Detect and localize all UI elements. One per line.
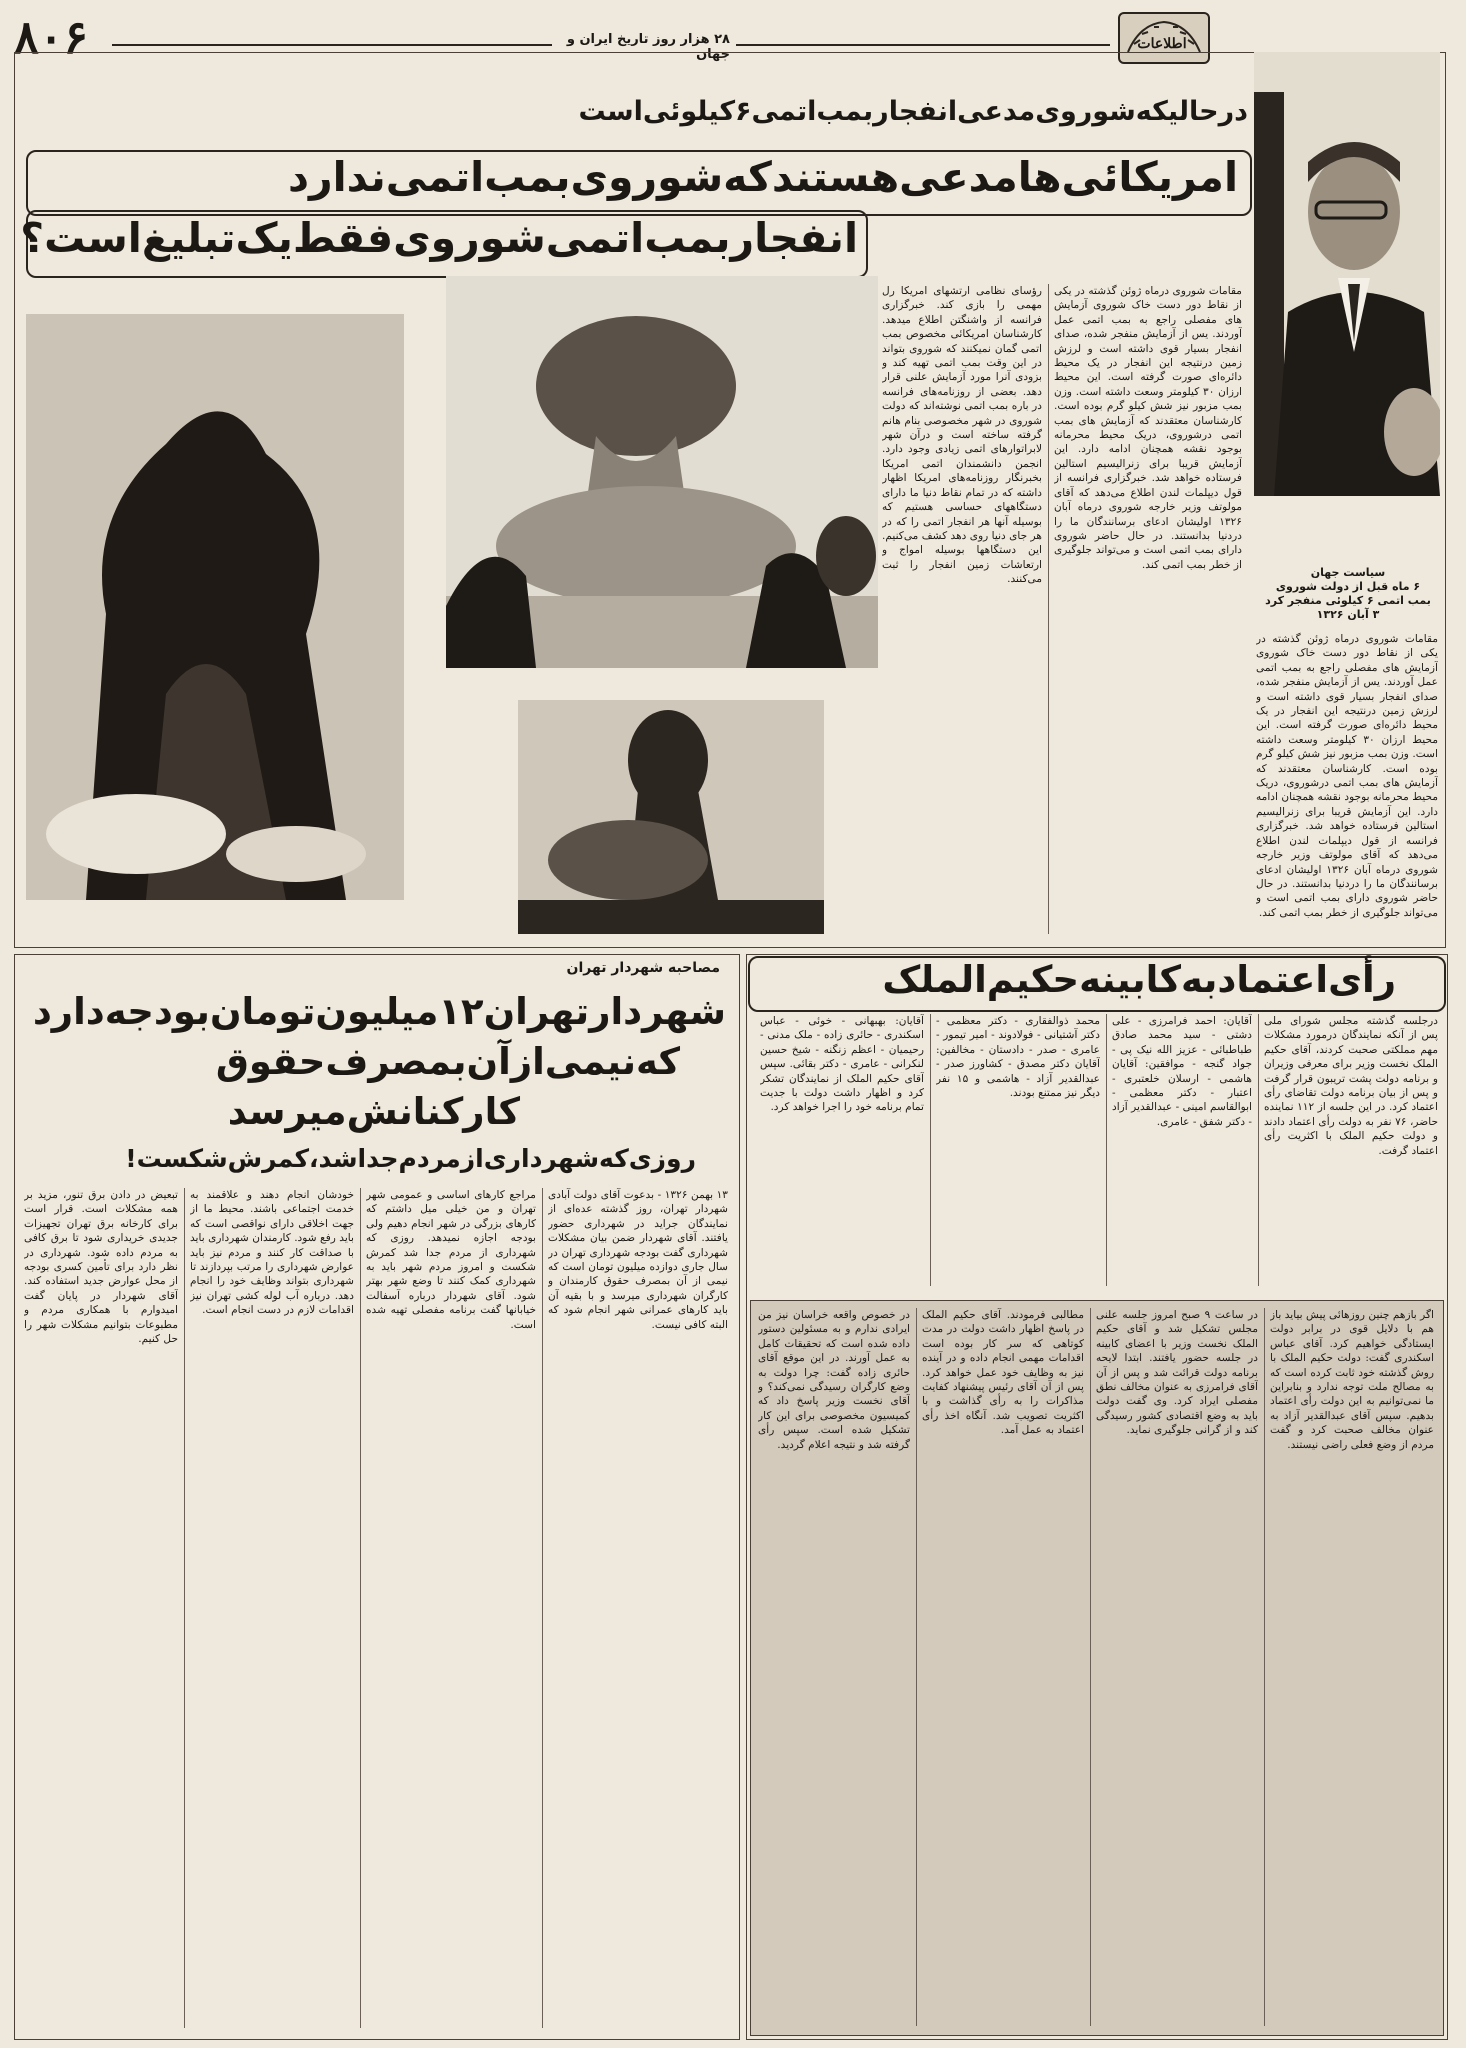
grey-column-2: در ساعت ۹ صبح امروز جلسه علنی مجلس تشکیل شد و آقای حکیم الملک نخست وزیر با اعضای کابینه در جلسه حضور یافتند. ابتدا لایحه برنامه دولت قرائت شد و پس از آن آقای فرامرزی به عنوان مخالف نطق مفصلی ایراد کرد. وی گفت دولت باید به وضع اقتصادی کشور رسیدگی کند و از گرانی جلوگیری نماید. [1096, 1309, 1258, 1437]
mushroom-cloud-icon [446, 276, 878, 668]
masthead-rule-right [736, 44, 1110, 46]
logo-text: اطلاعات [1137, 36, 1187, 52]
page-number: ۸۰۶ [14, 10, 89, 64]
grey-column-3: مطالبی فرمودند. آقای حکیم الملک در پاسخ اظهار داشت دولت در مدت کوتاهی که سر کار بوده است اقدامات مهمی انجام داده و در آینده نیز به وظایف خود عمل خواهد کرد. پس از آن آقای رئیس پیشنهاد کفایت مذاکرات را به رأی گذاشت و با اکثریت تصویب شد. آنگاه اخذ رأی اعتماد به عمل آمد. [922, 1309, 1084, 1437]
cabinet-separator-3 [930, 1014, 931, 1286]
column-separator [1048, 284, 1049, 934]
grey-separator-1 [1264, 1308, 1265, 2026]
fireball-icon [518, 700, 824, 934]
cabinet-column-1: درجلسه گذشته مجلس شورای ملی پس از آنکه نمایندگان درمورد مشکلات مهم مملکتی صحبت کردند، آقای حکیم الملک نخست وزیر برای معرفی وزیران و برنامه دولت پشت تریبون قرار گرفت و پس از بیان برنامه دولت تقاضای رأی اعتماد کرد. در این جلسه از ۱۱۲ نماینده حاضر، ۷۶ نفر به دولت رأی اعتماد دادند و دولت حکیم الملک با اکثریت رأی اعتماد گرفت. [1264, 1015, 1438, 1157]
mayor-column-3: خودشان انجام دهند و علاقمند به خدمت اجتماعی باشند. محیط ما از جهت اخلاقی دارای نواقصی است که باید رفع شود. کارمندان شهرداری باید با صداقت کار کنند و مردم نیز باید عوارض شهرداری را مرتب بپردازند تا شهرداری بتواند وظایف خود را انجام دهد. درباره آب لوله کشی تهران نیز اقدامات لازم در دست انجام است. [190, 1189, 354, 1317]
mayor-subhead: روزی‌که‌شهرداری‌ازمردم‌جداشد،کمرش‌شکست! [125, 1144, 696, 1173]
mayor-separator-2 [360, 1188, 361, 2028]
portrait-caption: سیاست جهان ۶ ماه قبل از دولت شوروی بمب اتمی ۶ کیلوئی منفجر کرد ۳ آبان ۱۳۲۶ [1265, 566, 1431, 621]
mayor-headline3: کارکنانش‌میرسد [227, 1090, 520, 1133]
cabinet-separator-2 [1106, 1014, 1107, 1286]
mayor-headline2: که‌نیمی‌ازآن‌بمصرف‌حقوق [215, 1040, 680, 1083]
grey-separator-2 [1090, 1308, 1091, 2026]
cabinet-column-4: آقایان: بهبهانی - خوئی - عباس اسکندری - حائری زاده - ملک مدنی - رحیمیان - اعظم زنگنه - شیخ حسین لنکرانی - عامری - دکتر بقائی. سپس آقای حکیم الملک از نمایندگان تشکر کرد و اظهار داشت دولت با جدیت تمام برنامه خود را اجرا خواهد کرد. [760, 1015, 924, 1114]
cabinet-column-2: آقایان: احمد فرامرزی - علی دشتی - سید محمد صادق طباطبائی - عزیز الله نیک پی - جواد گنجه - موافقین: آقایان هاشمی - ارسلان خلعتبری - اعتبار - دکتر معظمی - ابوالقاسم امینی - عبدالقدیر آزاد - دکتر شفق - عامری. [1112, 1015, 1252, 1128]
cabinet-headline: رأی‌اعتمادبه‌کابینه‌حکیم‌الملک [882, 958, 1396, 1001]
masthead-rule [112, 44, 552, 46]
mayor-separator-3 [184, 1188, 185, 2028]
grey-column-1: اگر بازهم چنین روزهائی پیش بیاید باز هم با دلایل قوی در برابر دولت ایستادگی خواهیم کرد. آقای عباس اسکندری گفت: دولت حکیم الملک با روش گذشته خود ثابت کرده است که به مصالح ملت توجه ندارد و بنابراین ما نمی‌توانیم به این دولت رأی اعتماد بدهیم. سپس آقای عبدالقدیر آزاد به عنوان مخالف صحبت کرد و گفت مردم از وضع فعلی راضی نیستند. [1270, 1309, 1434, 1451]
portrait-side-text: مقامات شوروی درماه ژوئن گذشته در یکی از نقاط دور دست خاک شوروی آزمایش های مفصلی راجع به بمب اتمی عمل آوردند. یس از آزمایش منفجر شده، صدای انفجار بسیار قوی داشته است و لرزش زمین درنتیجه این انفجار در یک محیط دائره‌ای صورت گرفته است. این محیط ارزان ۳۰ کیلومتر وسعت داشته است. وزن بمب مزبور نیز شش کیلو گرم بوده است. کارشناسان معتقدند که آزمایش های بمب اتمی درشوروی، دریک محیط محرمانه بوجود نقشه همچنان ادامه دارد. این آزمایش قریبا برای زنرالیسیم استالین فرستاده خواهد شد. خبرگزاری فرانسه از قول دیپلمات لندن اطلاع می‌دهد که آقای مولوتف وزیر خارجه شوروی درماه آبان ۱۳۲۶ اولیشان ادعای برسانندگان ما را دردنیا بدانستند. در حال حاضر شوروی دارای بمب اتمی است و می‌تواند جلوگیری از خطر بمب اتمی کند. [1256, 633, 1438, 919]
explosion-photo-large [26, 314, 404, 900]
top-kicker: درحالیکه‌شوروی‌مدعی‌انفجاربمب‌اتمی۶کیلوئی‌است [578, 96, 1248, 127]
cabinet-column-3: محمد ذوالفقاری - دکتر معظمی - دکتر آشتیانی - فولادوند - امیر تیمور - عامری - صدر - دادستان - مخالفین: آقایان دکتر مصدق - کشاورز صدر - عبدالقدیر آزاد - هاشمی و ۱۵ نفر دیگر نیز ممتنع بودند. [936, 1015, 1100, 1100]
mushroom-cloud-photo [446, 276, 878, 668]
grey-column-4: در خصوص واقعه خراسان نیز من ایرادی ندارم و به مسئولین دستور داده شده است که تحقیقات کامل به عمل آورند. در این موقع آقای حائری زاده گفت: چرا دولت به وضع کارگران رسیدگی نمی‌کند؟ و آقای نخست وزیر پاسخ داد که کمیسیون مخصوصی برای این کار تشکیل شده است. سپس رأی گرفته شد و نتیجه اعلام گردید. [758, 1309, 910, 1451]
cabinet-separator-1 [1258, 1014, 1259, 1286]
mayor-kicker: مصاحبه شهردار تهران [566, 960, 720, 976]
mayor-separator-1 [542, 1188, 543, 2028]
top-headline2: انفجاربمب‌اتمی‌شوروی‌فقط‌یک‌تبلیغ‌است؟ [20, 214, 858, 262]
portrait-photo [1254, 52, 1440, 496]
top-story-column-left: رؤسای نظامی ارتشهای امریکا رل مهمی را بازی کند. خبرگزاری فرانسه از واشنگتن اطلاع میدهد. کارشناسان امریکائی مخصوص بمب اتمی گمان نمیکنند که شوروی بتواند در این وقت بمب اتمی تهیه کند و بزودی آنرا مورد آزمایش علنی قرار دهد. بعضی از روزنامه‌های فرانسه در باره بمب اتمی نوشته‌اند که دولت شوروی در شهر مخصوصی بنام هانم گرفته ساخته است و درآن شهر لابراتوارهای اتمی زیادی وجود دارد. انجمن دانشمندان اتمی امریکا بخبرنگار روزنامه‌های امریکا اظهار داشته که در تمام نقاط دنیا ما دارای دستگاههای حساسی هستیم که بوسیله آنها هر انفجار اتمی را که در هر جای دنیا روی دهد کشف می‌کنیم. این دستگاهها بوسیله امواج و ارتعاشات زمین انفجار را ثبت می‌کنند. [882, 285, 1042, 586]
mayor-column-2: مراجع کارهای اساسی و عمومی شهر تهران و من خیلی میل داشتم که کارهای بزرگی در شهر انجام دهیم ولی بودجه اجازه نمیدهد. روزی که شهرداری از مردم جدا شد کمرش شکست و امروز مردم شهر باید به شهرداری کمک کنند تا وضع شهر بهتر شود. آقای شهردار درباره آسفالت خیابانها گفت برنامه مفصلی تهیه شده است. [366, 1189, 536, 1331]
mayor-column-4: تبعیض در دادن برق تنور، مزید بر همه مشکلات است. قرار است برای کارخانه برق تهران تجهیزات جدیدی خریداری شود تا برق کافی به مردم داده شود. شهرداری در نظر دارد برای تأمین کسری بودجه از محل عوارض جدید استفاده کند. آقای شهردار در پایان گفت امیدوارم با همکاری مردم و مطبوعات بتوانیم مشکلات شهر را حل کنیم. [24, 1189, 178, 1346]
man-portrait-icon [1254, 52, 1440, 496]
top-story-column-right: مقامات شوروی درماه ژوئن گذشته در یکی از نقاط دور دست خاک شوروی آزمایش های مفصلی راجع به بمب اتمی عمل آوردند. یس از آزمایش منفجر شده، صدای انفجار بسیار قوی داشته است و لرزش زمین درنتیجه این انفجار در یک محیط دائره‌ای صورت گرفته است. این محیط ارزان ۳۰ کیلومتر وسعت داشته است. وزن بمب مزبور نیز شش کیلو گرم بوده است. کارشناسان معتقدند که آزمایش های بمب اتمی درشوروی، دریک محیط محرمانه بوجود نقشه همچنان ادامه دارد. این آزمایش قریبا برای زنرالیسیم استالین فرستاده خواهد شد. خبرگزاری فرانسه از قول دیپلمات لندن اطلاع می‌دهد که آقای مولوتف وزیر خارجه شوروی درماه آبان ۱۳۲۶ اولیشان ادعای برسانندگان ما را دردنیا بدانستند. در حال حاضر شوروی دارای بمب اتمی است و می‌تواند جلوگیری از خطر بمب اتمی کند. [1054, 285, 1242, 571]
explosion-photo-small [518, 700, 824, 934]
explosion-cloud-icon [26, 314, 404, 900]
mayor-column-1: ۱۳ بهمن ۱۳۲۶ - بدعوت آقای دولت آبادی شهردار تهران، روز گذشته عده‌ای از نمایندگان جراید در شهرداری حضور یافتند. آقای شهردار ضمن بیان مشکلات شهرداری گفت بودجه شهرداری تهران در سال جاری دوازده میلیون تومان است که نیمی از آن بمصرف حقوق کارمندان و کارگران شهرداری میرسد و با بقیه آن باید کارهای عمرانی شهر انجام شود که البته کافی نیست. [548, 1189, 728, 1331]
mayor-headline1: شهردارتهران۱۲میلیون‌تومان‌بودجه‌دارد [32, 990, 726, 1033]
running-title: ۲۸ هزار روز تاریخ ایران و جهان [566, 32, 730, 62]
grey-separator-3 [916, 1308, 917, 2026]
top-headline1: امریکائی‌هامدعی‌هستندکه‌شوروی‌بمب‌اتمی‌ندارد [287, 153, 1238, 201]
